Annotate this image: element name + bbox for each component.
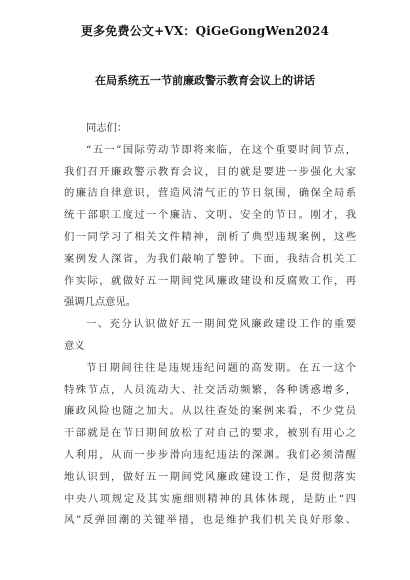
promo-header: 更多免费公文+VX：QiGeGongWen2024 [80,24,330,38]
body-line: 意义 [64,339,85,352]
body-line: 风”反弹回潮的关键举措，也是维护我们机关良好形象、 [64,514,356,527]
body-line: 特殊节点，人员流动大、社交活动频繁，各种诱惑增多， [64,383,356,396]
salutation: 同志们： [86,122,128,134]
body-line: 们一同学习了相关文件精神，剖析了典型违规案例，这些 [64,230,356,243]
body-line: 我们召开廉政警示教育会议，目的就是要进一步强化大家 [64,165,356,178]
body-line: 地认识到，做好五一期间党风廉政建设工作，是贯彻落实 [64,470,356,483]
body-line: 廉政风险也随之加大。从以往查处的案例来看，不少党员 [64,405,356,418]
body-line: 干部就是在节日期间放松了对自己的要求，被别有用心之 [64,427,356,440]
body-line: 中央八项规定及其实施细则精神的具体体现，是防止“四 [64,492,356,505]
body-line: 作实际，就做好五一期间党风廉政建设和反腐败工作，再 [64,274,356,287]
body-line: 一、充分认识做好五一期间党风廉政建设工作的重要 [86,318,356,331]
body-line: 人利用，从而一步步滑向违纪违法的深渊。我们必须清醒 [64,448,356,461]
body-lines [64,140,356,532]
document-body [64,118,356,532]
body-line: 统干部职工度过一个廉洁、文明、安全的节日。刚才，我 [64,209,356,222]
document-title: 在局系统五一节前廉政警示教育会议上的讲话 [95,74,315,87]
body-line: 强调几点意见。 [64,296,137,309]
body-line: 节日期间往往是违规违纪问题的高发期。在五一这个 [86,361,356,374]
body-line: “五一”国际劳动节即将来临，在这个重要时间节点， [86,143,356,156]
body-line: 案例发人深省，为我们敲响了警钟。下面，我结合机关工 [64,252,356,265]
body-line: 的廉洁自律意识，营造风清气正的节日氛围，确保全局系 [64,187,356,200]
